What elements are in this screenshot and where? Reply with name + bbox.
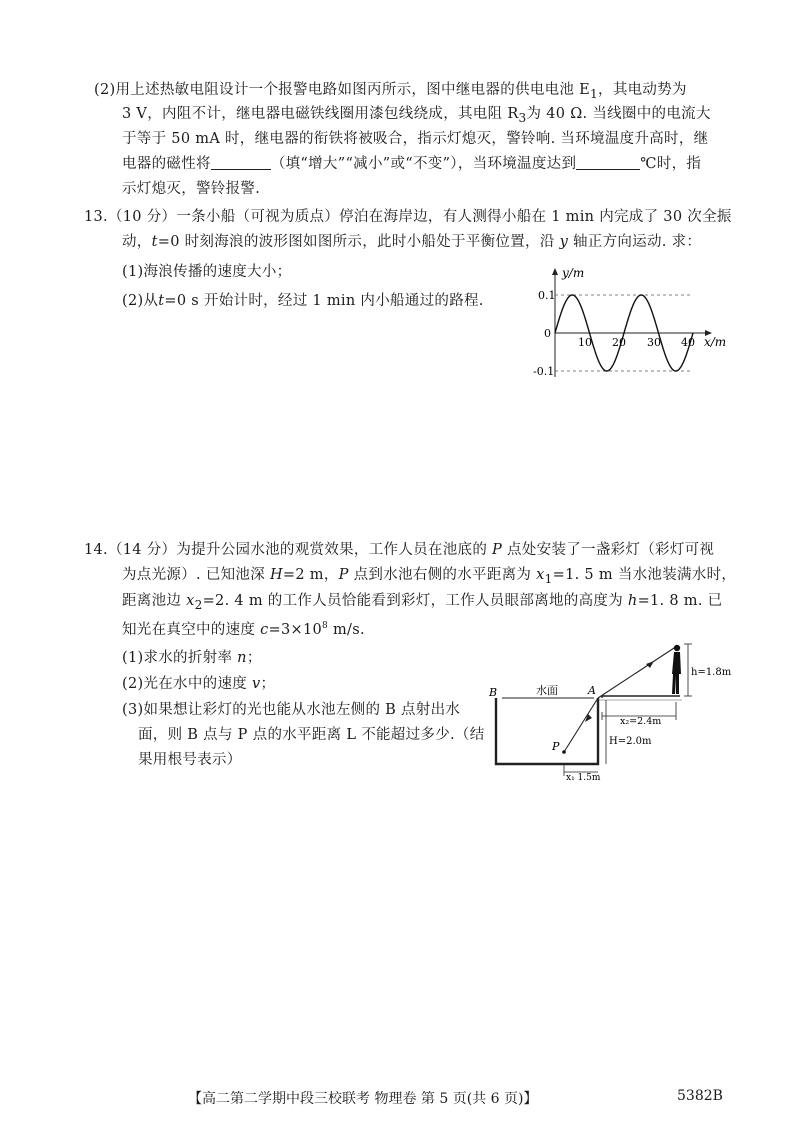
q14-line-3: 距离池边 $x_2=2$. 4 m 的工作人员恰能看到彩灯，工作人员眼部离地的高度为 h=1. 8 m. 已 [122,593,723,612]
footer-title: 【高二第二学期中段三校联考 物理卷 第 5 页(共 6 页)】 [188,1091,538,1107]
point-p-label: P [552,740,560,753]
q14-sub-3-line-2: 面，则 B 点与 P 点的水平距离 L 不能超过多少.（结 [138,727,485,743]
x-tick-label: 30 [647,336,661,349]
q14-line-2: 为点光源）. 已知池深 H=2 m，P 点到水池右侧的水平距离为 $x_1=1$. 5 m 当水池装满水时， [122,567,737,586]
x-tick-label: 10 [578,336,592,349]
person-icon [672,645,681,694]
H-label: H=2.0m [609,736,652,747]
q12-line-3: 于等于 50 mA 时，继电器的衔铁将被吸合，指示灯熄灭，警铃响. 当环境温度升高时，继 [122,131,709,147]
q14-sub-1: (1)求水的折射率 n； [122,650,262,666]
q13-sub-2: (2)从t=0 s 开始计时，经过 1 min 内小船通过的路程. [122,293,484,309]
q14-sub-2: (2)光在水中的速度 v； [122,676,276,692]
x-tick-label: 20 [612,336,626,349]
point-b-label: B [489,686,498,699]
ray-arrow-icon [646,661,654,668]
wave-chart [516,264,736,384]
q12-line-4: 电器的磁性将 （填“增大”“减小”或“不变”），当环境温度达到 ℃时，指 [122,156,702,172]
q13-sub-1: (1)海浪传播的速度大小； [122,264,292,280]
y-tick-label: 0 [544,327,551,340]
water-surface-label: 水面 [536,684,558,697]
answer-blank-2[interactable] [576,155,640,170]
y-axis-label: y/m [562,266,585,280]
q14-sub-3-line-3: 果用根号表示） [138,752,242,768]
q14-line-4: 知光在真空中的速度 $c=3\times 10^8$ m/s. [122,621,365,638]
q13-line-1: 13.（10 分）一条小船（可视为质点）停泊在海岸边，有人测得小船在 1 min 内完成了 30 次全振 [84,209,732,225]
h-label: h=1.8m [691,667,732,678]
q12-line-2: 3 V，内阻不计，继电器电磁铁线圈用漆包线绕成，其电阻 $R_3$为 40 Ω. 当线圈中的电流大 [122,106,711,125]
q14-sub-3-line-1: (3)如果想让彩灯的光也能从水池左侧的 B 点射出水 [122,702,461,718]
q14-line-1: 14.（14 分）为提升公园水池的观赏效果，工作人员在池底的 P 点处安装了一盏彩灯（彩灯可视 [84,542,715,558]
y-axis-arrow-icon [552,268,558,275]
point-p-marker [562,750,566,754]
pool-figure [484,636,732,786]
y-tick-label: -0.1 [533,365,555,378]
y-tick-label: 0.1 [538,289,556,302]
q12-line-5: 示灯熄灭，警铃报警. [122,181,261,197]
x-axis-label: x/m [704,335,727,349]
answer-blank-1[interactable] [211,155,271,170]
q13-line-2: 动，t=0 时刻海浪的波形图如图所示，此时小船处于平衡位置，沿 y 轴正方向运动. 求： [122,234,702,250]
x-tick-label: 40 [681,336,695,349]
x2-label: x₂=2.4m [620,716,662,727]
point-a-label: A [588,684,596,697]
q12-line-1: (2)用上述热敏电阻设计一个报警电路如图丙所示，图中继电器的供电电池 $E_1$，其电动势为 [94,82,687,101]
x1-label: x₁ 1.5m [566,773,601,783]
footer-code: 5382B [677,1088,723,1104]
